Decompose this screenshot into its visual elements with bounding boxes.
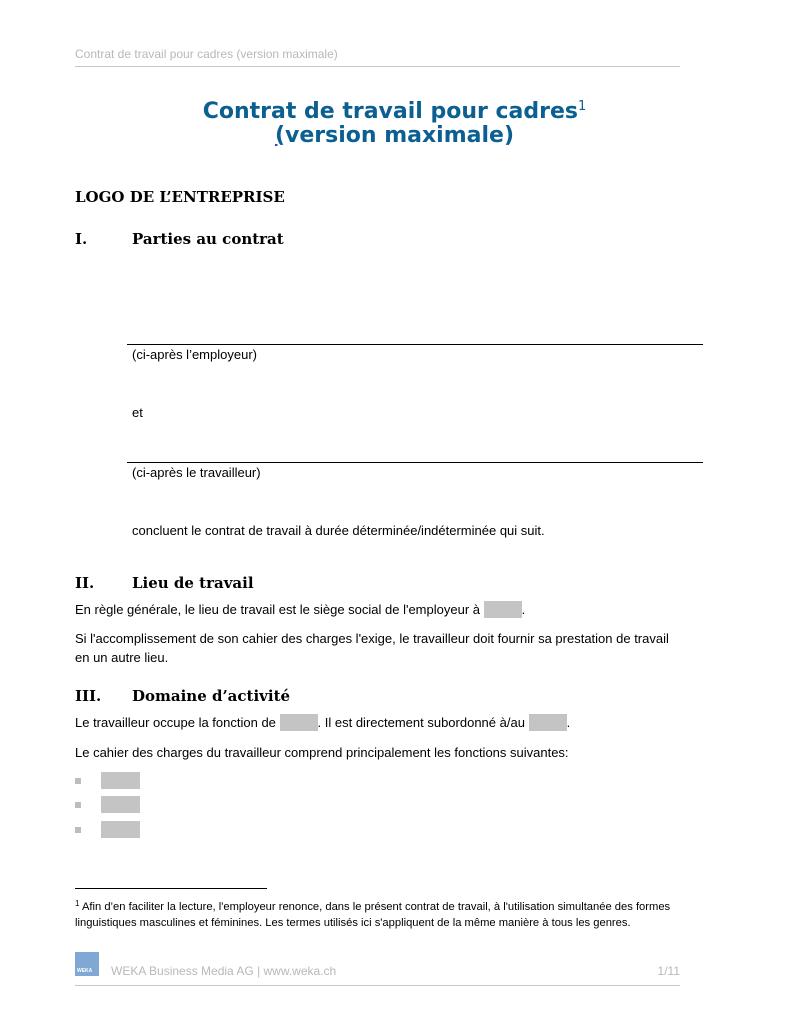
task-field[interactable] (101, 821, 140, 838)
footnote-text: Afin d’en faciliter la lecture, l'employeur renonce, dans le présent contrat de travail, à l'utilisation simultanée des formes linguistiques masculines et féminines. Les termes utilisés ici s'appliquent de la même manière à tous les genres. (75, 901, 671, 929)
bullet-icon (75, 778, 81, 784)
supervisor-field[interactable] (529, 714, 567, 731)
paragraph (75, 714, 570, 731)
employer-label: (ci-après l’employeur) (132, 347, 257, 362)
footnote (75, 896, 700, 931)
worker-label: (ci-après le travailleur) (132, 465, 261, 480)
text: . (566, 715, 571, 730)
logo-text: WEKA (77, 968, 93, 974)
footnote-separator (75, 888, 267, 889)
document-title (0, 99, 789, 124)
function-field[interactable] (280, 714, 318, 731)
employer-signature-line (127, 344, 703, 345)
section-number: II. (75, 574, 95, 592)
section-title: Domaine d’activité (132, 687, 291, 705)
title-line2: version maximale) (285, 123, 515, 148)
text: Le travailleur occupe la fonction de (75, 715, 276, 730)
bullet-icon (75, 802, 81, 808)
text: . (521, 602, 526, 617)
footnote-reference[interactable]: 1 (578, 99, 587, 114)
worker-signature-line (127, 462, 703, 463)
conclusion-text: concluent le contrat de travail à durée déterminée/indéterminée qui suit. (132, 523, 545, 538)
header-divider (75, 66, 680, 67)
paragraph: Le cahier des charges du travailleur comprend principalement les fonctions suivantes: (75, 745, 569, 760)
paragraph (75, 601, 525, 618)
section-title: Parties au contrat (132, 230, 284, 248)
paragraph-line: Si l'accomplissement de son cahier des charges l'exige, le travailleur doit fournir sa prestation de travail (75, 631, 669, 646)
task-field[interactable] (101, 796, 140, 813)
page-number: 1/11 (657, 964, 680, 978)
title-line1: Contrat de travail pour cadres (202, 99, 579, 124)
document-subtitle (0, 123, 789, 148)
logo-placeholder: LOGO DE L’ENTREPRISE (75, 188, 285, 206)
section-number: I. (75, 230, 88, 248)
title-paren: ( (274, 123, 286, 148)
paragraph-line: en un autre lieu. (75, 650, 169, 665)
task-field[interactable] (101, 772, 140, 789)
text: . Il est directement subordonné à/au (317, 715, 525, 730)
section-title: Lieu de travail (132, 574, 254, 592)
section-number: III. (75, 687, 102, 705)
and-text: et (132, 405, 143, 420)
footer-divider (75, 985, 680, 986)
running-header: Contrat de travail pour cadres (version maximale) (75, 47, 338, 61)
footer-publisher: WEKA Business Media AG | www.weka.ch (111, 964, 337, 978)
bullet-icon (75, 827, 81, 833)
form-field[interactable] (484, 601, 522, 618)
text: En règle générale, le lieu de travail est le siège social de l'employeur à (75, 602, 480, 617)
footnote-number: 1 (75, 899, 80, 908)
weka-logo (75, 952, 99, 976)
